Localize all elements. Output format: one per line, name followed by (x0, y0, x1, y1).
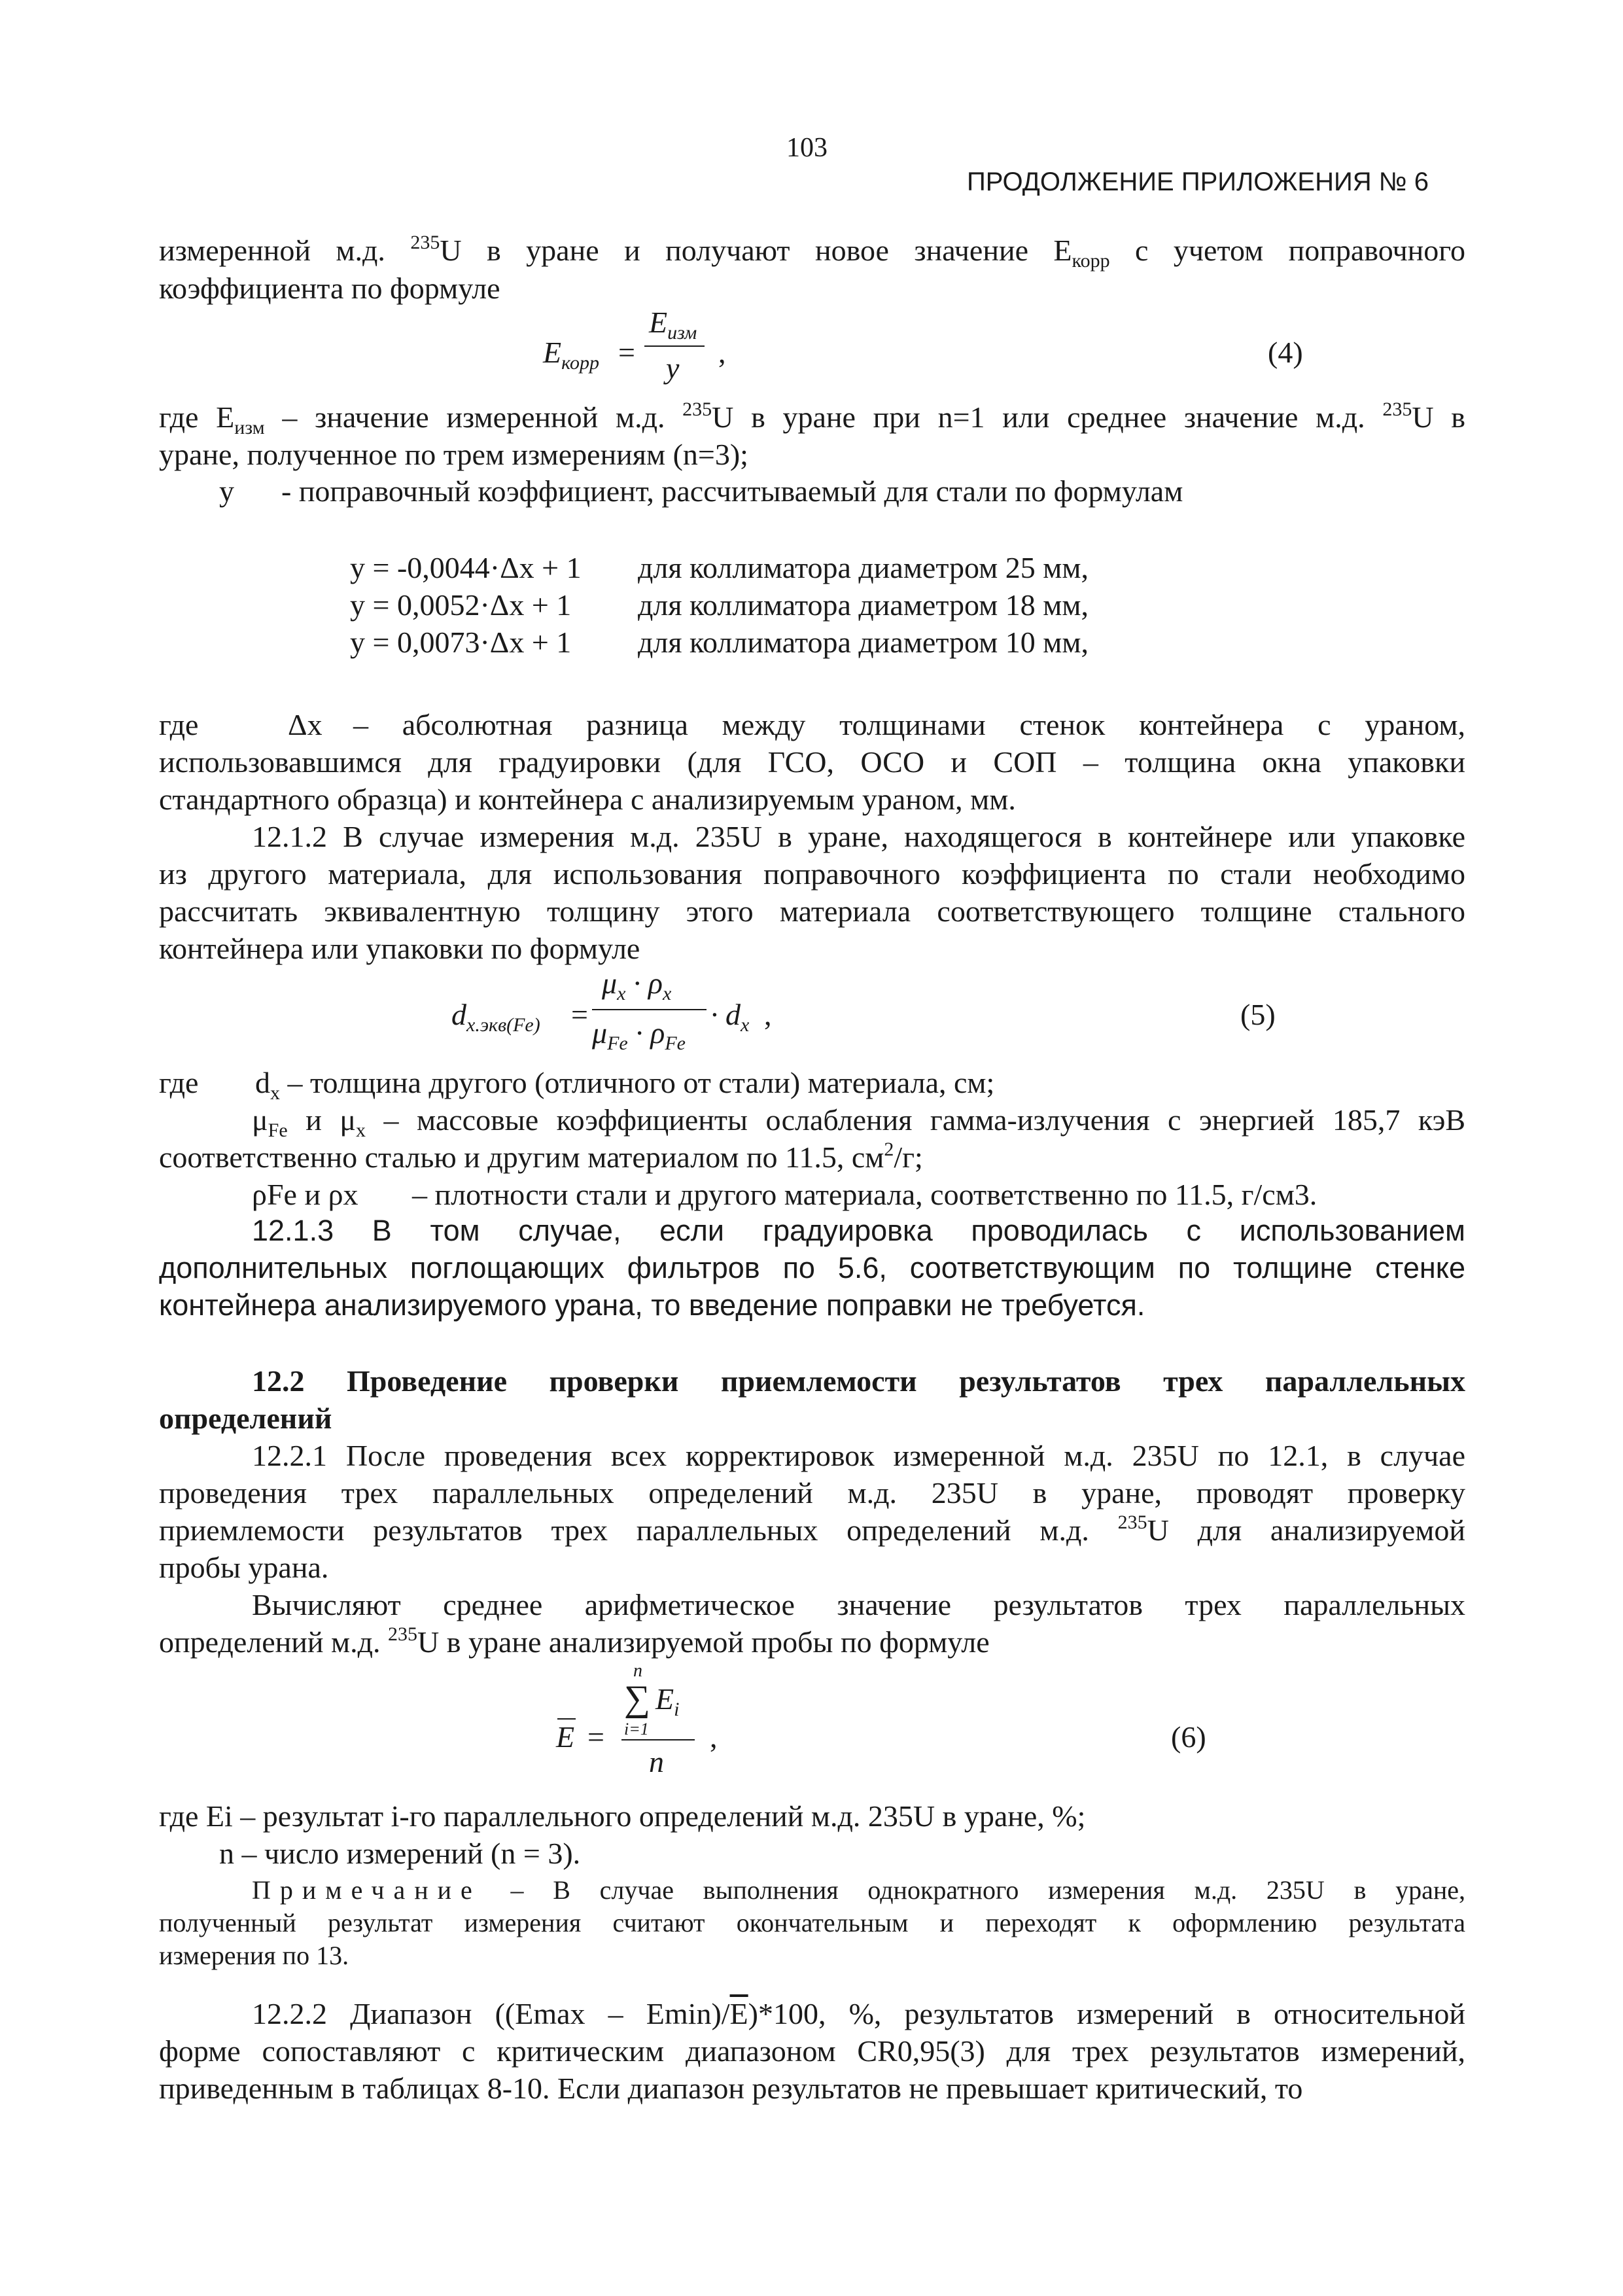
section-heading: определений (159, 1402, 332, 1435)
sum-upper-limit: n (633, 1661, 642, 1681)
y-formula: y = -0,0044·Δx + 1 (350, 551, 582, 584)
page-number: 103 (786, 133, 828, 163)
note-line: Примечание – В случае выполнения однократного измерения м.д. 235U в уране, (252, 1875, 1465, 1905)
y-formula-desc: для коллиматора диаметром 10 мм, (638, 626, 1089, 659)
formula-multiplier: · $d_x$ (710, 998, 750, 1036)
paragraph-line: пробы урана. (159, 1551, 329, 1584)
paragraph-line: из другого материала, для использования поправочного коэффициента по стали необходимо (159, 857, 1465, 891)
note-label: Примечание (252, 1875, 481, 1905)
y-formula-desc: для коллиматора диаметром 18 мм, (638, 588, 1089, 622)
paragraph-line: дополнительных поглощающих фильтров по 5.6, соответствующим по толщине стенке (159, 1251, 1465, 1284)
paragraph-line: 12.2.2 Диапазон $((Emax - Emin)/\overline{E})*100$, %, результатов измерений в относительной (252, 1997, 1465, 2030)
formula-equals: = (571, 998, 588, 1031)
paragraph-line: проведения трех параллельных определений м.д. 235U в уране, проводят проверку (159, 1476, 1465, 1510)
where-label: где (159, 708, 199, 741)
formula-numerator: $\mu_x \cdot \rho_x$ (602, 966, 672, 1004)
paragraph-line: 12.1.3 В том случае, если градуировка проводилась с использованием (252, 1214, 1465, 1247)
paragraph-line: $d_x$ – толщина другого (отличного от стали) материала, см; (255, 1066, 995, 1104)
paragraph-line: – абсолютная разница между толщинами стенок контейнера с ураном, (353, 708, 1465, 741)
formula-denominator: y (666, 351, 680, 385)
paragraph-line: 12.1.2 В случае измерения м.д. 235U в уране, находящегося в контейнере или упаковке (252, 820, 1465, 853)
fraction-bar (621, 1739, 695, 1740)
paragraph-line: рассчитать эквивалентную толщину этого материала соответствующего толщине стального (159, 894, 1465, 928)
paragraph-line: определений м.д. $^{235}$U в уране анализируемой пробы по формуле (159, 1623, 990, 1659)
fraction-bar (644, 345, 705, 347)
formula-comma: , (718, 336, 726, 369)
formula-4 (543, 308, 1308, 393)
section-heading: 12.2 Проведение проверки приемлемости результатов трех параллельных (252, 1364, 1465, 1398)
formula-numerator: $E_i$ (655, 1682, 680, 1720)
sum-lower-limit: i=1 (624, 1720, 649, 1739)
paragraph-line: стандартного образца) и контейнера с анализируемым ураном, мм. (159, 783, 1016, 816)
sum-symbol: ∑ (624, 1678, 650, 1719)
y-formula-desc: для коллиматора диаметром 25 мм, (638, 551, 1089, 584)
paragraph-line: контейнера или упаковки по формуле (159, 932, 640, 965)
y-formula: y = 0,0052·Δx + 1 (350, 588, 572, 622)
formula-lhs: E (556, 1720, 575, 1754)
where-label: где (159, 1066, 199, 1099)
formula-6 (556, 1662, 1308, 1793)
variable-symbol: Δx (288, 708, 323, 741)
paragraph-line: форме сопоставляют с критическим диапазоном CR0,95(3) для трех результатов измерений, (159, 2034, 1465, 2068)
y-formula: y = 0,0073·Δx + 1 (350, 626, 572, 659)
formula-comma: , (764, 998, 772, 1031)
variable-symbol: y (219, 474, 234, 508)
paragraph-line: контейнера анализируемого урана, то введение поправки не требуется. (159, 1288, 1145, 1322)
paragraph-line: – плотности стали и другого материала, соответственно по 11.5, г/см3. (412, 1178, 1318, 1211)
paragraph-line: Вычисляют среднее арифметическое значение результатов трех параллельных (252, 1588, 1465, 1621)
fraction-bar (592, 1009, 707, 1010)
formula-comma: , (710, 1720, 718, 1754)
paragraph-line: 12.2.1 После проведения всех корректировок измеренной м.д. 235U по 12.1, в случае (252, 1439, 1465, 1472)
paragraph-line: приведенным в таблицах 8-10. Если диапазон результатов не превышает критический, то (159, 2072, 1303, 2105)
paragraph-line: где $E_{изм}$ – значение измеренной м.д. $^{235}$U в уране при n=1 или среднее значение м.д. $^{235}$U в (159, 398, 1465, 438)
paragraph-line: измеренной м.д. $^{235}$U в уране и получают новое значение $E_{корр}$ с учетом поправочного (159, 232, 1465, 272)
formula-lhs: $d_{х.экв(Fe)}$ (451, 998, 540, 1036)
formula-equals: = (587, 1720, 604, 1754)
running-title: ПРОДОЛЖЕНИЕ ПРИЛОЖЕНИЯ № 6 (967, 168, 1429, 196)
formula-lhs: $E_{корр}$ (543, 336, 599, 374)
paragraph-line: приемлемости результатов трех параллельных определений м.д. $^{235}$U для анализируемой (159, 1511, 1466, 1547)
paragraph-line: коэффициента по формуле (159, 272, 500, 305)
formula-number: (4) (1268, 336, 1303, 369)
formula-number: (5) (1240, 998, 1276, 1031)
paragraph-line: соответственно сталью и другим материалом по 11.5, $см^2/г$; (159, 1139, 923, 1174)
formula-equals: = (618, 336, 635, 369)
formula-denominator: $\mu_{Fe} \cdot \rho_{Fe}$ (592, 1016, 686, 1054)
overline-bar (557, 1718, 576, 1720)
paragraph-line: использовавшимся для градуировки (для ГСО, ОСО и СОП – толщина окна упаковки (159, 745, 1465, 779)
formula-denominator: n (649, 1745, 664, 1778)
formula-5 (451, 968, 1308, 1060)
note-line: измерения по 13. (159, 1941, 349, 1970)
paragraph-line: где Ei – результат i-го параллельного определений м.д. 235U в уране, %; (159, 1799, 1086, 1833)
formula-numerator: $E_{изм}$ (649, 306, 697, 344)
paragraph-line: n – число измерений (n = 3). (219, 1837, 581, 1870)
paragraph-line: - поправочный коэффициент, рассчитываемый для стали по формулам (281, 474, 1183, 508)
variable-symbol: ρFe и ρx (252, 1178, 358, 1211)
note-line: полученный результат измерения считают окончательным и переходят к оформлению результата (159, 1908, 1465, 1937)
paragraph-line: $\mu_{Fe}$ и $\mu_x$ – массовые коэффициенты ослабления гамма-излучения с энергией 185,7 кэВ (252, 1103, 1466, 1141)
paragraph-line: уране, полученное по трем измерениям (n=3); (159, 438, 748, 471)
formula-number: (6) (1171, 1720, 1206, 1754)
